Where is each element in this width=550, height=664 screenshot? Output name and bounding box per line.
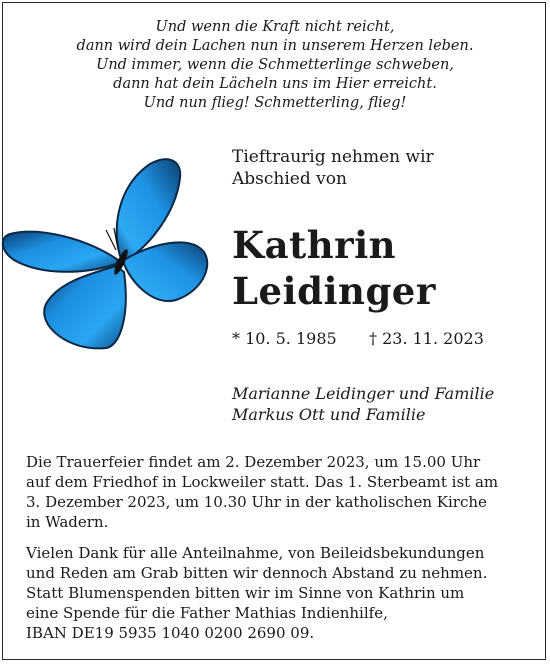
text-line: eine Spende für die Father Mathias Indienhilfe, [26, 604, 388, 622]
butterfly-icon [0, 156, 215, 366]
mourners [232, 383, 494, 425]
mourner-line: Markus Ott und Familie [232, 405, 426, 424]
intro-line: Tieftraurig nehmen wir [232, 147, 434, 167]
deceased-name [232, 222, 436, 314]
text-line: 3. Dezember 2023, um 10.30 Uhr in der katholischen Kirche [26, 493, 487, 511]
poem-line: dann hat dein Lächeln uns im Hier erreicht. [113, 76, 437, 92]
life-dates [232, 329, 532, 349]
text-line: auf dem Friedhof in Lockweiler statt. Das 1. Sterbeamt ist am [26, 473, 499, 491]
last-name: Leidinger [232, 269, 436, 313]
intro-line: Abschied von [232, 169, 347, 189]
text-line: und Reden am Grab bitten wir dennoch Abstand zu nehmen. [26, 564, 488, 582]
poem-line: Und immer, wenn die Schmetterlinge schweben, [96, 57, 454, 73]
poem-line: dann wird dein Lachen nun in unserem Herzen leben. [76, 38, 474, 54]
mourner-line: Marianne Leidinger und Familie [232, 384, 495, 403]
birth-date: * 10. 5. 1985 [232, 329, 337, 348]
death-date: † 23. 11. 2023 [369, 329, 484, 348]
text-line: Vielen Dank für alle Anteilnahme, von Beileidsbekundungen [26, 544, 485, 562]
iban-line: IBAN DE19 5935 1040 0200 2690 09. [26, 624, 315, 642]
text-line: Statt Blumenspenden bitten wir im Sinne von Kathrin um [26, 584, 465, 602]
funeral-details [26, 452, 526, 532]
intro-text [232, 146, 434, 190]
poem-line: Und wenn die Kraft nicht reicht, [155, 19, 395, 35]
poem [0, 18, 550, 113]
poem-line: Und nun flieg! Schmetterling, flieg! [143, 95, 407, 111]
thanks-and-donation [26, 543, 526, 643]
text-line: Die Trauerfeier findet am 2. Dezember 2023, um 15.00 Uhr [26, 453, 481, 471]
first-name: Kathrin [232, 223, 397, 267]
text-line: in Wadern. [26, 513, 109, 531]
